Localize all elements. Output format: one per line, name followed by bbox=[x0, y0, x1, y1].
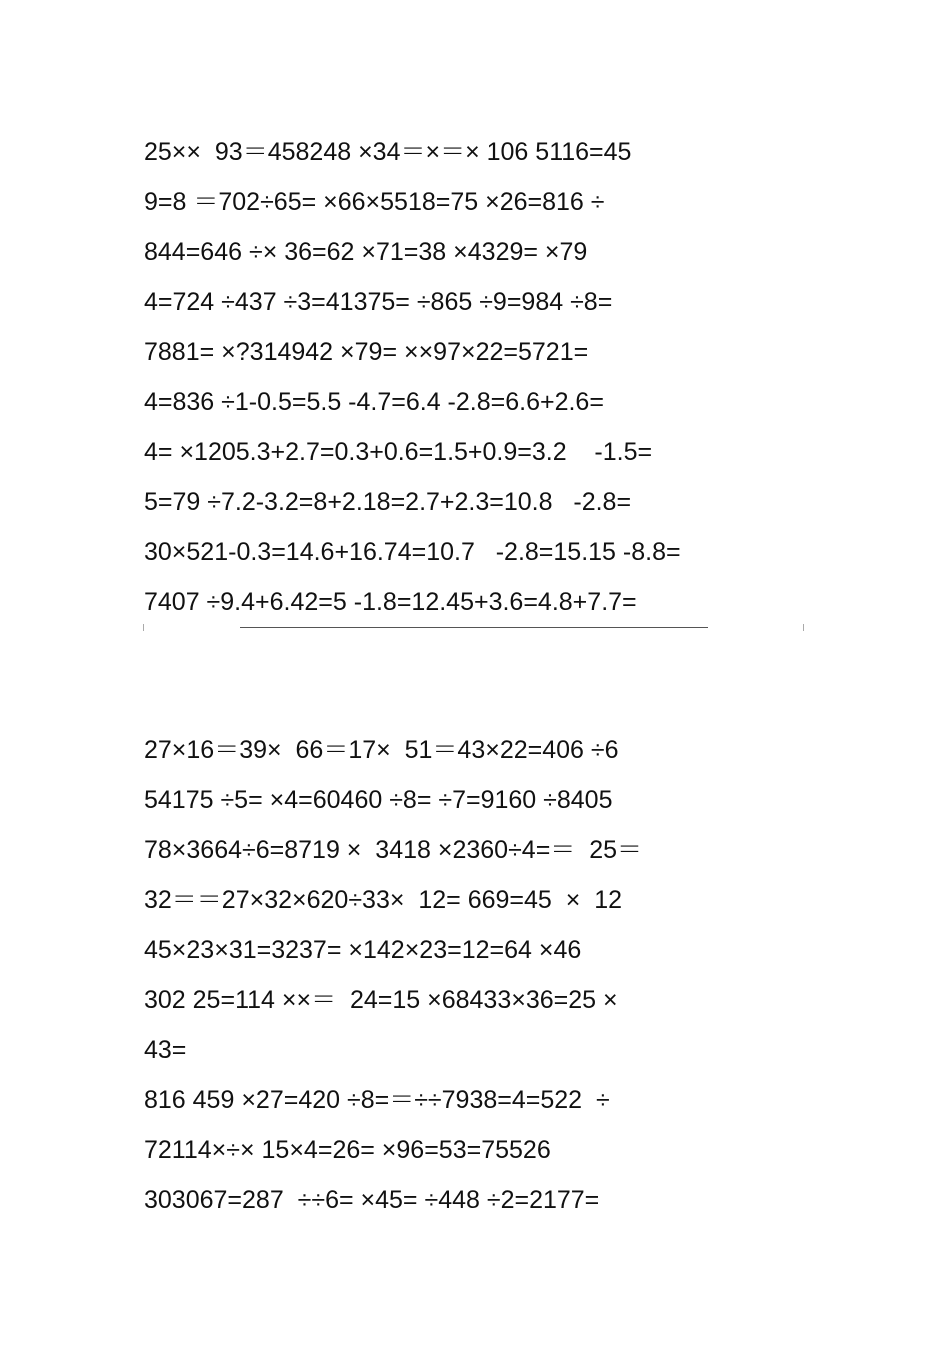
arithmetic-section-top bbox=[144, 127, 844, 627]
arithmetic-section-bottom bbox=[144, 725, 844, 1225]
equation-line: 45×23×31=3237= ×142×23=12=64 ×46 bbox=[144, 936, 582, 964]
equation-line: 43= bbox=[144, 1036, 187, 1064]
equation-line: 9=8 ＝702÷65= ×66×5518=75 ×26=816 ÷ bbox=[144, 188, 605, 216]
equation-line: 54175 ÷5= ×4=60460 ÷8= ÷7=9160 ÷8405 bbox=[144, 786, 613, 814]
equation-line: 816 459 ×27=420 ÷8=＝÷÷7938=4=522 ÷ bbox=[144, 1086, 610, 1114]
equation-line: 302 25=114 ××＝ 24=15 ×68433×36=25 × bbox=[144, 986, 618, 1014]
equation-line: 4=724 ÷437 ÷3=41375= ÷865 ÷9=984 ÷8= bbox=[144, 288, 613, 316]
equation-line: 78×3664÷6=8719 × 3418 ×2360÷4=＝ 25＝ bbox=[144, 836, 642, 864]
equation-line: 4= ×1205.3+2.7=0.3+0.6=1.5+0.9=3.2 -1.5= bbox=[144, 438, 653, 466]
equation-line: 72114×÷× 15×4=26= ×96=53=75526 bbox=[144, 1136, 551, 1164]
equation-line: 5=79 ÷7.2-3.2=8+2.18=2.7+2.3=10.8 -2.8= bbox=[144, 488, 632, 516]
equation-line: 4=836 ÷1-0.5=5.5 -4.7=6.4 -2.8=6.6+2.6= bbox=[144, 388, 604, 416]
page-corner-mark-left bbox=[143, 624, 144, 631]
equation-line: 7881= ×?314942 ×79= ××97×22=5721= bbox=[144, 338, 589, 366]
equation-line: 30×521-0.3=14.6+16.74=10.7 -2.8=15.15 -8.8= bbox=[144, 538, 681, 566]
equation-line: 32＝＝27×32×620÷33× 12= 669=45 × 12 bbox=[144, 886, 623, 914]
equation-line: 27×16＝39× 66＝17× 51＝43×22=406 ÷6 bbox=[144, 736, 619, 764]
equation-line: 7407 ÷9.4+6.42=5 -1.8=12.45+3.6=4.8+7.7= bbox=[144, 588, 637, 616]
section-divider bbox=[240, 627, 708, 628]
page-corner-mark-right bbox=[803, 624, 804, 631]
equation-line: 303067=287 ÷÷6= ×45= ÷448 ÷2=2177= bbox=[144, 1186, 600, 1214]
equation-line: 844=646 ÷× 36=62 ×71=38 ×4329= ×79 bbox=[144, 238, 588, 266]
equation-line: 25×× 93＝458248 ×34＝×＝× 106 5116=45 bbox=[144, 138, 632, 166]
